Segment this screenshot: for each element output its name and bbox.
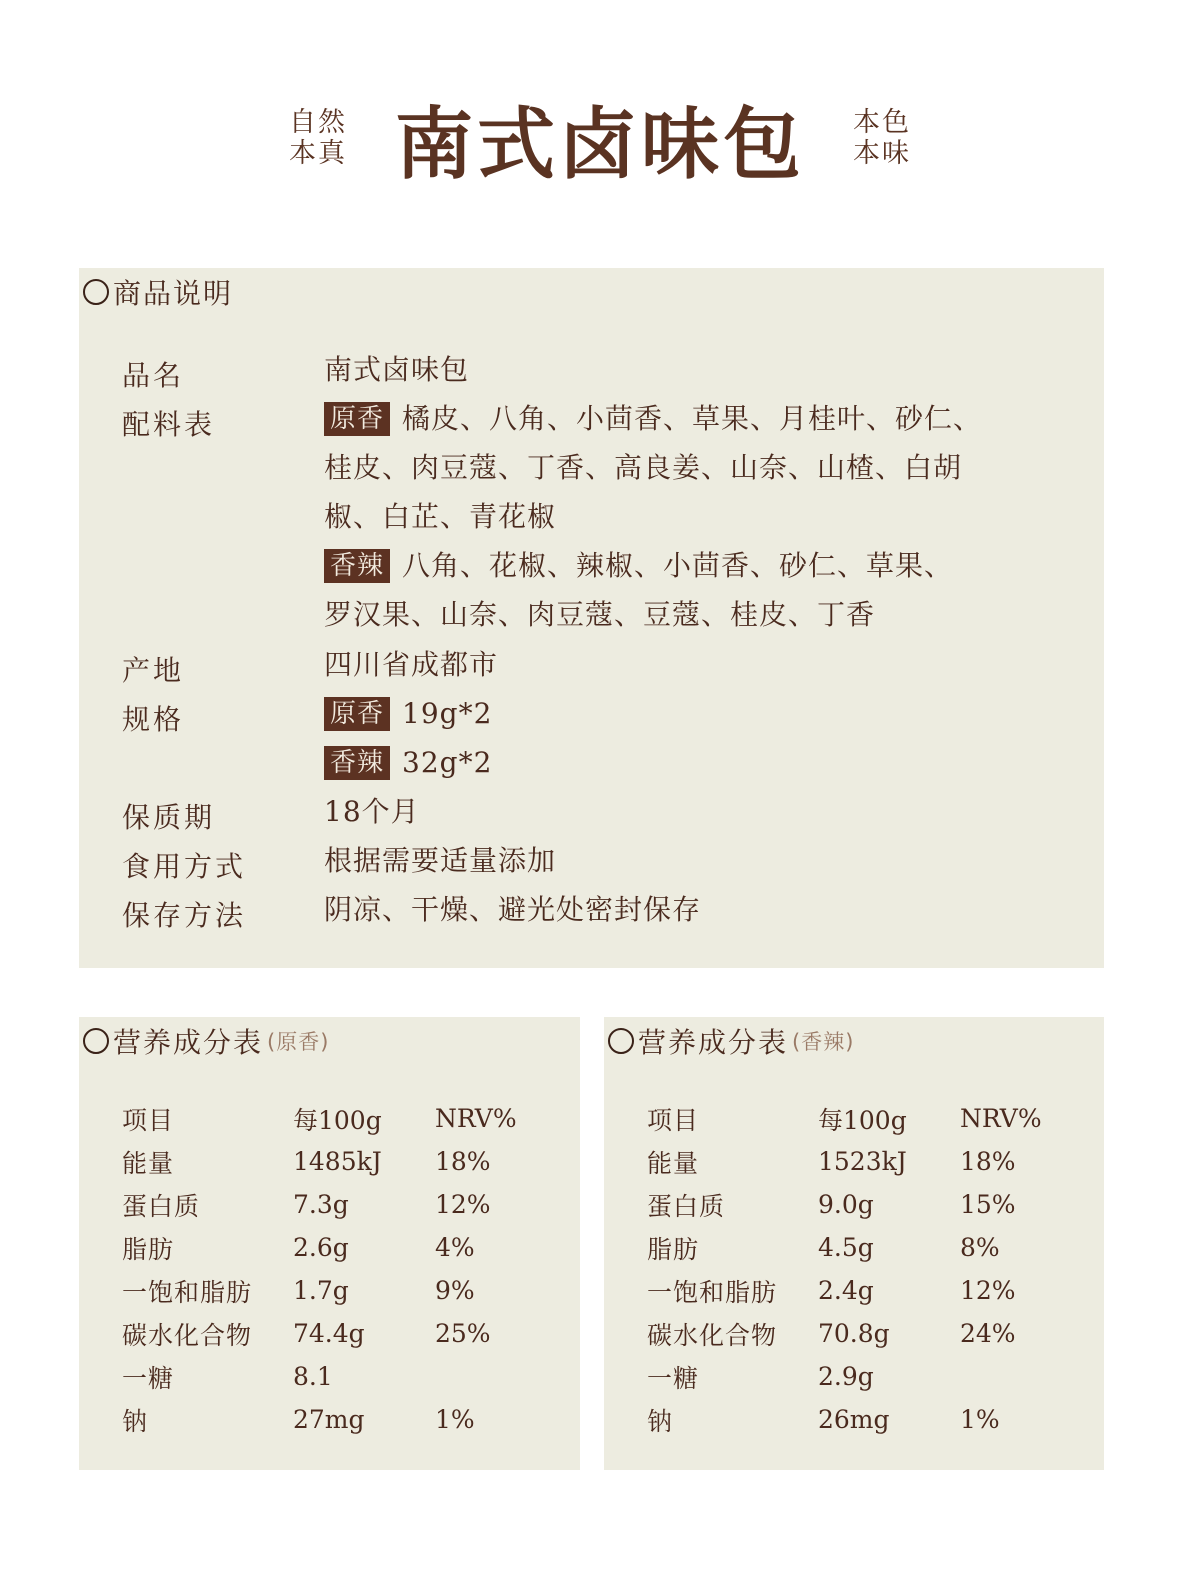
nutrient-amount: 9.0g	[818, 1190, 874, 1219]
info-label: 保存方法	[122, 899, 247, 932]
table-row	[122, 1183, 535, 1226]
column-header: 项目	[647, 1105, 700, 1135]
table-row	[122, 1140, 535, 1183]
nutrient-name: 一糖	[122, 1363, 175, 1393]
section-subtitle: (原香)	[267, 1030, 330, 1054]
left-slogan-line: 自然	[288, 107, 347, 138]
page-header	[0, 88, 1200, 188]
spec-line	[324, 738, 1104, 787]
table-row	[647, 1269, 1060, 1312]
column-header: NRV%	[960, 1104, 1042, 1133]
flavor-tag-original: 原香	[324, 697, 390, 731]
table-row	[647, 1355, 1060, 1398]
nutrient-amount: 74.4g	[293, 1319, 365, 1348]
ingredient-line: 椒、白芷、青花椒	[324, 500, 557, 533]
table-row	[122, 1226, 535, 1269]
info-row-ingredients	[122, 403, 1104, 639]
left-slogan-line: 本真	[288, 138, 347, 169]
section-subtitle: (香辣)	[792, 1030, 855, 1054]
info-row-name	[122, 354, 1104, 394]
table-header-row	[122, 1097, 535, 1140]
right-slogan-line: 本色	[853, 107, 911, 138]
info-value: 阴凉、干燥、避光处密封保存	[324, 893, 702, 926]
nutrient-nrv: 18%	[435, 1147, 491, 1176]
ingredient-text: 橘皮、八角、小茴香、草果、月桂叶、砂仁、	[402, 402, 983, 435]
ingredient-text: 八角、花椒、辣椒、小茴香、砂仁、草果、	[402, 549, 954, 582]
table-row	[647, 1312, 1060, 1355]
circle-icon	[83, 1028, 109, 1054]
nutrition-table	[122, 1097, 535, 1441]
nutrient-name: 钠	[647, 1406, 674, 1436]
section-title: 营养成分表	[638, 1026, 789, 1059]
section-title: 商品说明	[113, 277, 234, 310]
column-header: NRV%	[435, 1104, 517, 1133]
info-value: 根据需要适量添加	[324, 844, 557, 877]
nutrient-nrv: 1%	[435, 1405, 475, 1434]
right-slogan-line: 本味	[853, 138, 911, 169]
nutrient-name: 钠	[122, 1406, 149, 1436]
nutrient-nrv: 24%	[960, 1319, 1016, 1348]
product-description-panel	[79, 268, 1104, 968]
info-row-origin	[122, 649, 1104, 689]
spec-text: 19g*2	[402, 697, 493, 730]
column-header: 每100g	[818, 1105, 907, 1135]
flavor-tag-spicy: 香辣	[324, 746, 390, 780]
nutrient-amount: 4.5g	[818, 1233, 874, 1262]
ingredients-value	[324, 394, 1104, 639]
info-row-spec	[122, 698, 1104, 787]
info-value: 四川省成都市	[324, 648, 499, 681]
nutrient-name: 蛋白质	[647, 1191, 726, 1221]
section-title: 营养成分表	[113, 1026, 264, 1059]
info-row-shelf-life	[122, 796, 1104, 836]
table-header-row	[647, 1097, 1060, 1140]
info-value: 南式卤味包	[324, 353, 470, 386]
left-slogan	[289, 107, 347, 169]
nutrient-name: 能量	[122, 1148, 175, 1178]
section-heading	[608, 1021, 854, 1061]
nutrient-amount: 2.9g	[818, 1362, 874, 1391]
nutrition-table	[647, 1097, 1060, 1441]
info-label: 规格	[122, 703, 185, 736]
nutrient-name: 一饱和脂肪	[122, 1277, 253, 1307]
table-row	[122, 1398, 535, 1441]
nutrient-name: 蛋白质	[122, 1191, 201, 1221]
table-row	[122, 1312, 535, 1355]
flavor-tag-spicy: 香辣	[324, 549, 390, 583]
circle-icon	[608, 1028, 634, 1054]
nutrient-nrv: 15%	[960, 1190, 1016, 1219]
column-header: 项目	[122, 1105, 175, 1135]
nutrient-amount: 2.6g	[293, 1233, 349, 1262]
spec-value	[324, 689, 1104, 787]
table-row	[647, 1226, 1060, 1269]
nutrient-name: 一糖	[647, 1363, 700, 1393]
nutrition-panel-original	[79, 1017, 580, 1470]
nutrient-amount: 2.4g	[818, 1276, 874, 1305]
page-title: 南式卤味包	[394, 99, 805, 190]
nutrient-amount: 7.3g	[293, 1190, 349, 1219]
info-row-usage	[122, 845, 1104, 885]
nutrient-name: 能量	[647, 1148, 700, 1178]
table-row	[647, 1183, 1060, 1226]
table-row	[647, 1398, 1060, 1441]
nutrient-amount: 1485kJ	[293, 1147, 382, 1176]
nutrient-amount: 70.8g	[818, 1319, 890, 1348]
info-label: 保质期	[122, 801, 216, 834]
ingredient-line	[324, 394, 1104, 443]
section-heading	[83, 272, 233, 312]
info-label: 食用方式	[122, 850, 247, 883]
nutrient-amount: 27mg	[293, 1405, 365, 1434]
info-label: 配料表	[122, 408, 216, 441]
nutrient-amount: 1.7g	[293, 1276, 349, 1305]
info-label: 品名	[122, 359, 185, 392]
table-row	[122, 1355, 535, 1398]
spec-line	[324, 689, 1104, 738]
column-header: 每100g	[293, 1105, 382, 1135]
circle-icon	[83, 279, 109, 305]
section-heading	[83, 1021, 329, 1061]
info-value: 18个月	[324, 795, 420, 828]
info-row-storage	[122, 894, 1104, 934]
ingredient-line	[324, 541, 1104, 590]
nutrient-amount: 1523kJ	[818, 1147, 907, 1176]
nutrient-nrv: 4%	[435, 1233, 475, 1262]
nutrient-nrv: 12%	[960, 1276, 1016, 1305]
nutrient-amount: 26mg	[818, 1405, 890, 1434]
nutrient-name: 碳水化合物	[647, 1320, 778, 1350]
table-row	[647, 1140, 1060, 1183]
nutrient-nrv: 18%	[960, 1147, 1016, 1176]
table-row	[122, 1269, 535, 1312]
nutrient-nrv: 8%	[960, 1233, 1000, 1262]
nutrient-nrv: 1%	[960, 1405, 1000, 1434]
nutrient-amount: 8.1	[293, 1362, 333, 1391]
nutrition-panel-spicy	[604, 1017, 1104, 1470]
nutrient-name: 脂肪	[122, 1234, 175, 1264]
right-slogan	[853, 107, 911, 169]
info-label: 产地	[122, 654, 185, 687]
nutrient-nrv: 25%	[435, 1319, 491, 1348]
nutrient-nrv: 9%	[435, 1276, 475, 1305]
spec-text: 32g*2	[402, 746, 493, 779]
nutrient-name: 碳水化合物	[122, 1320, 253, 1350]
ingredient-line: 桂皮、肉豆蔻、丁香、高良姜、山奈、山楂、白胡	[324, 451, 963, 484]
flavor-tag-original: 原香	[324, 402, 390, 436]
nutrient-name: 一饱和脂肪	[647, 1277, 778, 1307]
nutrient-name: 脂肪	[647, 1234, 700, 1264]
ingredient-line: 罗汉果、山奈、肉豆蔻、豆蔻、桂皮、丁香	[324, 598, 876, 631]
nutrient-nrv: 12%	[435, 1190, 491, 1219]
